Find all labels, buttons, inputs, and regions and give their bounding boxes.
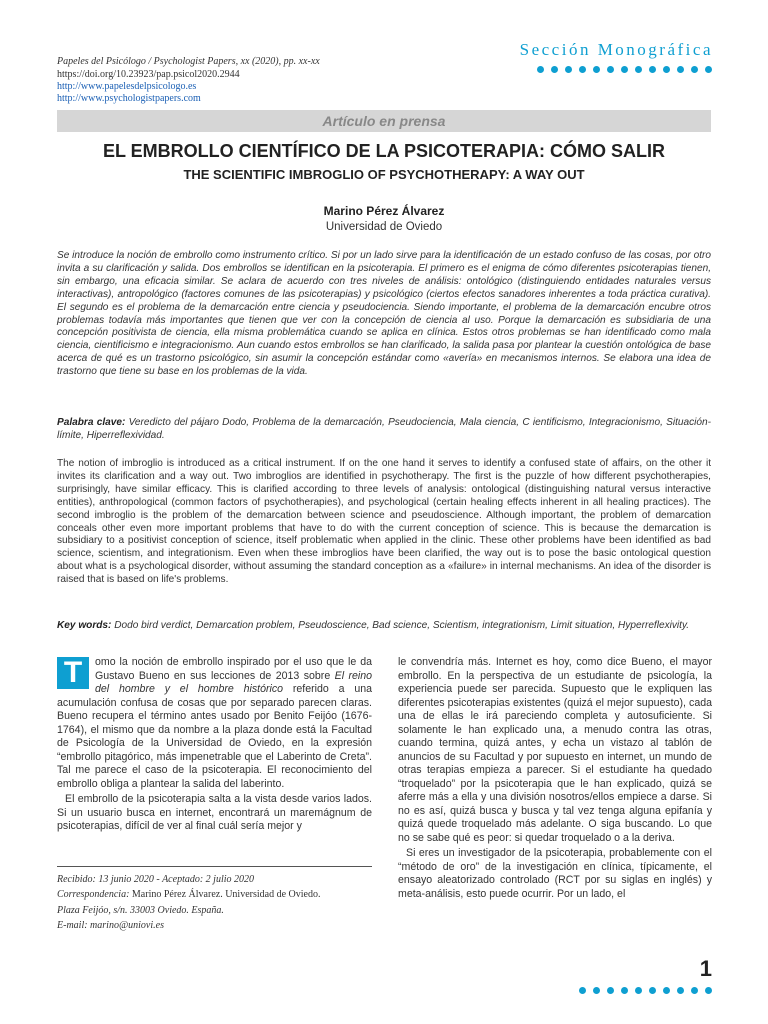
url-spanish-link[interactable]: http://www.papelesdelpsicologo.es xyxy=(57,81,197,92)
footnotes xyxy=(57,872,372,933)
dot-icon xyxy=(551,66,558,73)
dot-icon xyxy=(537,66,544,73)
body-paragraph: le convendría más. Internet es hoy, como dice Bueno, el mayor embrollo. En la perspectiva de un estudiante de psicología, la experiencia puede ser parecida. Supuesto que le expliquen las diferentes psicoterapias existentes (quizá el mejor supuesto), cada una de ellas le irá pareciendo completa y autosuficiente. Si solamente le han explicado una, a menudo contra las otras, cuando termina, quizá antes, y echa un vistazo al tablón de anuncios de su Facultad y por supuesto en internet, un mundo de otras terapias empieza a parecer. Si el estudiante ha quedado “troquelado” por la psicoterapia que le han explicado, quizá se aferre más a ella y una división nosotros/ellos empiece a darse. Si no es así, quizá busca y busca y tal vez tenga alguna epifanía y quizá quede troquelado más adelante. O siga buscando. Lo que no se sabe qué es peor: si quedar troquelado o a la deriva. xyxy=(398,656,712,844)
dot-icon xyxy=(677,66,684,73)
dot-icon xyxy=(621,66,628,73)
title-spanish: EL EMBROLLO CIENTÍFICO DE LA PSICOTERAPIA: CÓMO SALIR xyxy=(102,141,665,161)
address: Plaza Feijóo, s/n. 33003 Oviedo. España. xyxy=(57,904,224,916)
keywords-label: Palabra clave: xyxy=(57,417,126,428)
decorative-dots-bottom xyxy=(579,987,712,994)
journal-citation: Papeles del Psicólogo / Psychologist Papers, xx (2020), pp. xx-xx xyxy=(57,56,320,67)
body-paragraph: El embrollo de la psicoterapia salta a la vista desde varios lados. Si un usuario busca en internet, encontrará un maremágnum de psicoterapias, difícil de ver al final cuál sería mejor y xyxy=(57,793,372,832)
body-column-right xyxy=(398,656,712,903)
page-number: 1 xyxy=(699,956,712,981)
dot-icon xyxy=(635,66,642,73)
body-text: referido a una acumulación confusa de cosas que por separado parecen claras. Bueno recupera el término antes usado por Benito Feijóo (1676-1764), el mismo que da nombre a la plaza donde está la Facultad de Psicología de la Universidad de Oviedo, en la expresión “embrollo pitagórico, más impenetrable que el Laberinto de Creta”. Tal me parece el caso de la psicoterapia. El reconocimiento del embrollo obliga a plantear la salida del laberinto. xyxy=(57,683,372,790)
dot-icon xyxy=(607,66,614,73)
dot-icon xyxy=(691,66,698,73)
keywords-label: Key words: xyxy=(57,620,112,631)
author-affiliation: Universidad de Oviedo xyxy=(325,221,443,233)
doi-link[interactable]: https://doi.org/10.23923/pap.psicol2020.2944 xyxy=(57,69,240,80)
dot-icon xyxy=(663,66,670,73)
dot-icon xyxy=(607,987,614,994)
url-english-link[interactable]: http://www.psychologistpapers.com xyxy=(57,93,201,104)
book-title: El reino del hombre y el hombre histórico xyxy=(95,669,373,695)
in-press-banner xyxy=(57,110,711,132)
dot-icon xyxy=(691,987,698,994)
dot-icon xyxy=(705,987,712,994)
received-dates: Recibido: 13 junio 2020 - Aceptado: 2 julio 2020 xyxy=(57,874,255,885)
dot-icon xyxy=(677,987,684,994)
dot-icon xyxy=(565,66,572,73)
dot-icon xyxy=(593,66,600,73)
keywords-spanish xyxy=(57,417,711,443)
correspondence-label: Correspondencia: xyxy=(57,889,130,901)
keywords-english xyxy=(57,620,711,633)
author-name: Marino Pérez Álvarez xyxy=(323,204,445,218)
dot-icon xyxy=(663,987,670,994)
dot-icon xyxy=(621,987,628,994)
dot-icon xyxy=(635,987,642,994)
dot-icon xyxy=(579,987,586,994)
body-text: omo la noción de embrollo inspirado por el uso que le da Gustavo Bueno en sus lecciones de 2013 sobre xyxy=(95,656,372,682)
title-english: THE SCIENTIFIC IMBROGLIO OF PSYCHOTHERAPY: A WAY OUT xyxy=(183,167,585,182)
correspondence-value: Marino Pérez Álvarez. Universidad de Oviedo. xyxy=(129,889,321,901)
correspondence xyxy=(57,887,372,902)
email[interactable]: E-mail: marino@uniovi.es xyxy=(57,919,164,931)
in-press-label: Artículo en prensa xyxy=(322,113,446,129)
dot-icon xyxy=(579,66,586,73)
drop-cap-letter: T xyxy=(57,657,89,689)
keywords-values: Veredicto del pájaro Dodo, Problema de la demarcación, Pseudociencia, Mala ciencia, C ientificismo, Integracionismo, Situación-límite, Hiperreflexividad. xyxy=(57,417,711,441)
abstract-english: The notion of imbroglio is introduced as a critical instrument. If on the one hand it serves to identify a confused state of affairs, on the other it invites its clarification and a way out. Two imbroglios are identified in psychotherapy. The first is the puzzle of how different psychotherapies, surprisingly, have similar efficacy. This is clarified according to three levels of analysis: ontological (distinguishing natural versus interactive entities), anthropological (common factors of psychotherapies), and psychological (certain healing effects inherent in all healing practices). The second imbroglio is the problem of the demarcation between science and pseudoscience. Although important, the problem of demarcation conceals other even more important problems that have to do with the current conception of science. This is because the demarcation is subsidiary to a positivist conception of science, itself problematic when applied in the clinic. These other problems have been identified as bad science, scientism, and integrationism. Even when these imbroglios have been clarified, the way out is to pose the basic ontological question about what is a psychological disorder, without assuming the standard conception as a «failure» in internal mechanisms. An idea of the disorder is raised that is based on life's problems. xyxy=(57,458,711,586)
body-paragraph xyxy=(57,656,372,791)
body-paragraph: Si eres un investigador de la psicoterapia, probablemente con el “método de oro” de la investigación en clínica, típicamente, el ensayo aleatorizado controlado (RCT por su siglas en inglés) y meta-análisis, esto puede ocurrir. Por un lado, el xyxy=(398,847,712,900)
keywords-values: Dodo bird verdict, Demarcation problem, Pseudoscience, Bad science, Scientism, integrationism, Limit situation, Hyperreflexivity. xyxy=(114,620,690,631)
body-column-left xyxy=(57,656,372,836)
dot-icon xyxy=(649,66,656,73)
dot-icon xyxy=(705,66,712,73)
section-label: Sección Monográfica xyxy=(519,40,713,59)
footnote-divider xyxy=(57,866,372,867)
dot-icon xyxy=(649,987,656,994)
dot-icon xyxy=(593,987,600,994)
decorative-dots-top xyxy=(537,66,712,73)
abstract-spanish: Se introduce la noción de embrollo como instrumento crítico. Si por un lado sirve para la identificación de un estado confuso de las cosas, por otro invita a su clarificación y salida. Dos embrollos se identifican en la psicoterapia. El primero es el enigma de cómo diferentes psicoterapias tienen, sin embargo, una eficacia similar. Se aclara de acuerdo con tres niveles de análisis: ontológico (distinguiendo entidades naturales versus interactivas), antropológico (factores comunes de las psicoterapias) y psicológico (ciertos efectos sanadores inherentes a toda práctica curativa). El segundo es el problema de la demarcación entre ciencia y pseudociencia. Siendo importante, el problema de la demarcación encubre otros problemas todavía más importantes que tienen que ver con la concepción de ciencia al uso. Porque la demarcación es subsidiaria de una concepción positivista de ciencia, ella misma problemática cuando se aplica en clínica. Estos otros problemas se han identificado como mala ciencia, cientificismo e integracionismo. Aun cuando estos embrollos se han clarificado, la salida pasa por plantear la cuestión ontológica de base acerca de qué es un trastorno psicológico, sin asumir la concepción estándar como «avería» en mecanismos internos. Se elabora una idea de trastorno que tiene su base en los problemas de la vida. xyxy=(57,250,711,378)
